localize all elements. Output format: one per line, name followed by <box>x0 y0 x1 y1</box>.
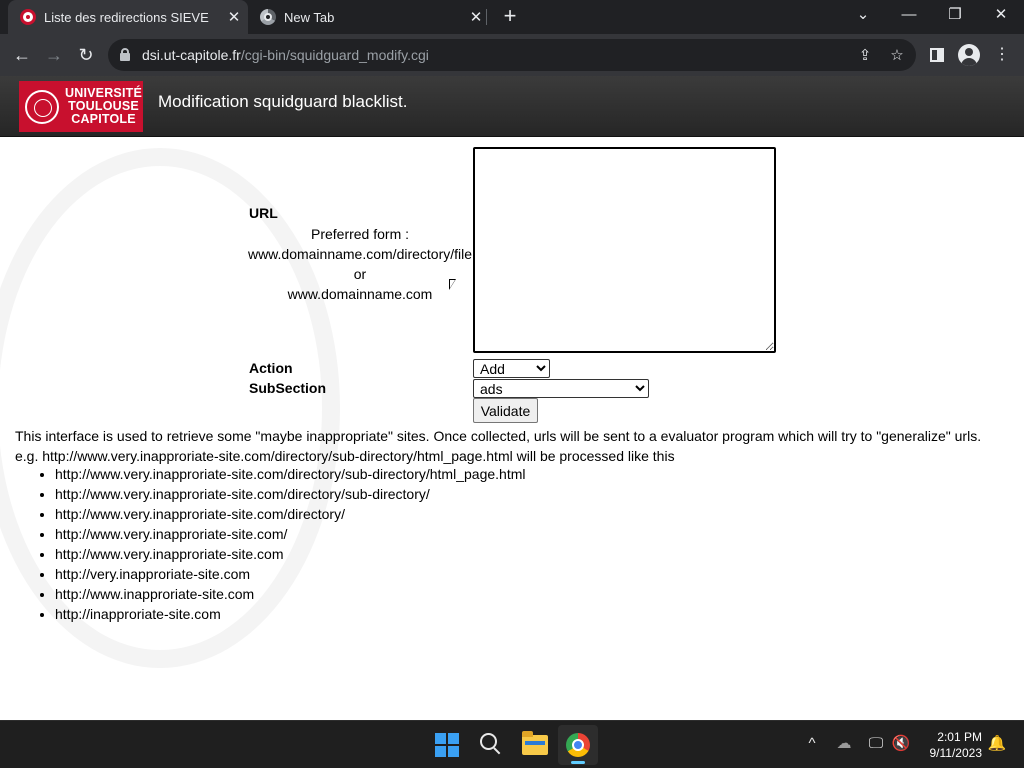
show-hidden-icons-chevron-icon[interactable]: ^ <box>808 735 816 752</box>
hint-line: www.domainname.com/directory/file <box>247 246 473 262</box>
tab-search-dropdown-button[interactable]: ⌄ <box>856 6 870 23</box>
browser-tab-strip <box>0 0 1024 34</box>
clock-time: 2:01 PM <box>937 730 982 744</box>
clock-date: 9/11/2023 <box>929 746 982 760</box>
list-item: • http://www.very.inapproriate-site.com <box>55 544 525 564</box>
restore-button[interactable]: ❐ <box>948 6 962 23</box>
ut-capitole-logo[interactable] <box>19 81 143 132</box>
action-label: Action <box>249 360 293 376</box>
list-item: • http://inapproriate-site.com <box>55 604 525 624</box>
chrome-menu-icon[interactable]: ⋮ <box>994 46 1010 63</box>
network-icon[interactable]: 🖵 <box>868 735 884 752</box>
chrome-favicon-icon <box>260 9 276 25</box>
close-window-button[interactable]: ✕ <box>994 6 1008 23</box>
sieve-favicon-icon <box>20 9 36 25</box>
url-label: URL <box>249 205 278 221</box>
tab-separator <box>486 9 487 25</box>
hint-line: www.domainname.com <box>287 286 433 302</box>
action-select[interactable] <box>473 359 550 378</box>
url-format-hint <box>246 224 474 304</box>
back-button[interactable]: ← <box>13 45 31 65</box>
info-line-1: This interface is used to retrieve some "maybe inappropriate" sites. Once collected, urls will be sent to a evaluator program which will try to "generalize" urls. <box>15 428 982 444</box>
chrome-taskbar-button[interactable] <box>558 725 598 765</box>
hint-line: or <box>353 266 367 282</box>
start-tile <box>448 746 459 757</box>
lock-icon[interactable] <box>120 48 130 61</box>
active-app-indicator <box>571 761 585 764</box>
chrome-icon <box>566 733 590 757</box>
file-explorer-icon[interactable] <box>522 735 548 755</box>
list-item: • http://www.very.inapproriate-site.com/directory/ <box>55 504 525 524</box>
logo-line: UNIVERSITÉ <box>65 86 143 100</box>
page-title: Modification squidguard blacklist. <box>158 92 408 111</box>
logo-line: TOULOUSE <box>68 99 139 113</box>
windows-taskbar <box>0 720 1024 768</box>
reload-button[interactable]: ↻ <box>78 45 94 65</box>
list-item: • http://www.inapproriate-site.com <box>55 584 525 604</box>
start-tile <box>435 733 446 744</box>
logo-line: CAPITOLE <box>71 112 136 126</box>
share-icon[interactable]: ⇪ <box>858 47 872 64</box>
bookmark-star-icon[interactable]: ☆ <box>890 47 904 64</box>
tab-title: Liste des redirections SIEVE <box>44 9 209 25</box>
tab-sieve-redirections[interactable] <box>8 0 248 34</box>
example-url-list <box>55 464 525 624</box>
address-url[interactable] <box>142 47 429 63</box>
hint-line: Preferred form : <box>310 226 410 242</box>
taskbar-clock[interactable] <box>918 729 982 761</box>
logo-wordmark <box>65 87 142 126</box>
side-panel-icon[interactable] <box>930 48 944 62</box>
tab-title: New Tab <box>284 9 335 25</box>
profile-avatar-icon[interactable] <box>958 44 980 66</box>
url-textarea[interactable] <box>473 147 776 353</box>
list-item: • http://www.very.inapproriate-site.com/directory/sub-directory/ <box>55 484 525 504</box>
mouse-pointer-icon <box>449 279 456 290</box>
address-domain: dsi.ut-capitole.fr <box>142 47 241 63</box>
university-seal-icon <box>25 90 59 124</box>
new-tab-button[interactable]: + <box>503 3 517 28</box>
subsection-select[interactable] <box>473 379 649 398</box>
list-item: • http://www.very.inapproriate-site.com/ <box>55 524 525 544</box>
tab-close-icon[interactable]: ✕ <box>227 9 241 26</box>
onedrive-icon[interactable]: ☁ <box>836 735 852 752</box>
tab-close-icon[interactable]: ✕ <box>469 9 483 26</box>
list-item: • http://very.inapproriate-site.com <box>55 564 525 584</box>
notifications-icon[interactable]: 🔔 <box>987 735 1007 752</box>
browser-toolbar <box>0 34 1024 76</box>
page-content <box>0 138 1024 720</box>
forward-button[interactable]: → <box>45 45 63 65</box>
taskbar-search-icon[interactable] <box>480 733 500 753</box>
minimize-button[interactable]: — <box>901 6 917 23</box>
validate-button[interactable]: Validate <box>473 398 538 423</box>
info-line-2: e.g. http://www.very.inapproriate-site.com/directory/sub-directory/html_page.html will be processed like this <box>15 448 675 464</box>
address-bar[interactable] <box>108 39 916 71</box>
address-path: /cgi-bin/squidguard_modify.cgi <box>240 47 429 63</box>
volume-muted-icon[interactable]: 🔇 <box>891 735 911 752</box>
subsection-label: SubSection <box>249 380 327 396</box>
tab-new-tab[interactable] <box>250 0 490 34</box>
list-item: • http://www.very.inapproriate-site.com/directory/sub-directory/html_page.html <box>55 464 525 484</box>
start-tile <box>435 746 446 757</box>
windows-start-icon[interactable] <box>435 733 459 757</box>
start-tile <box>448 733 459 744</box>
info-text <box>15 426 1015 466</box>
page-header <box>0 76 1024 137</box>
